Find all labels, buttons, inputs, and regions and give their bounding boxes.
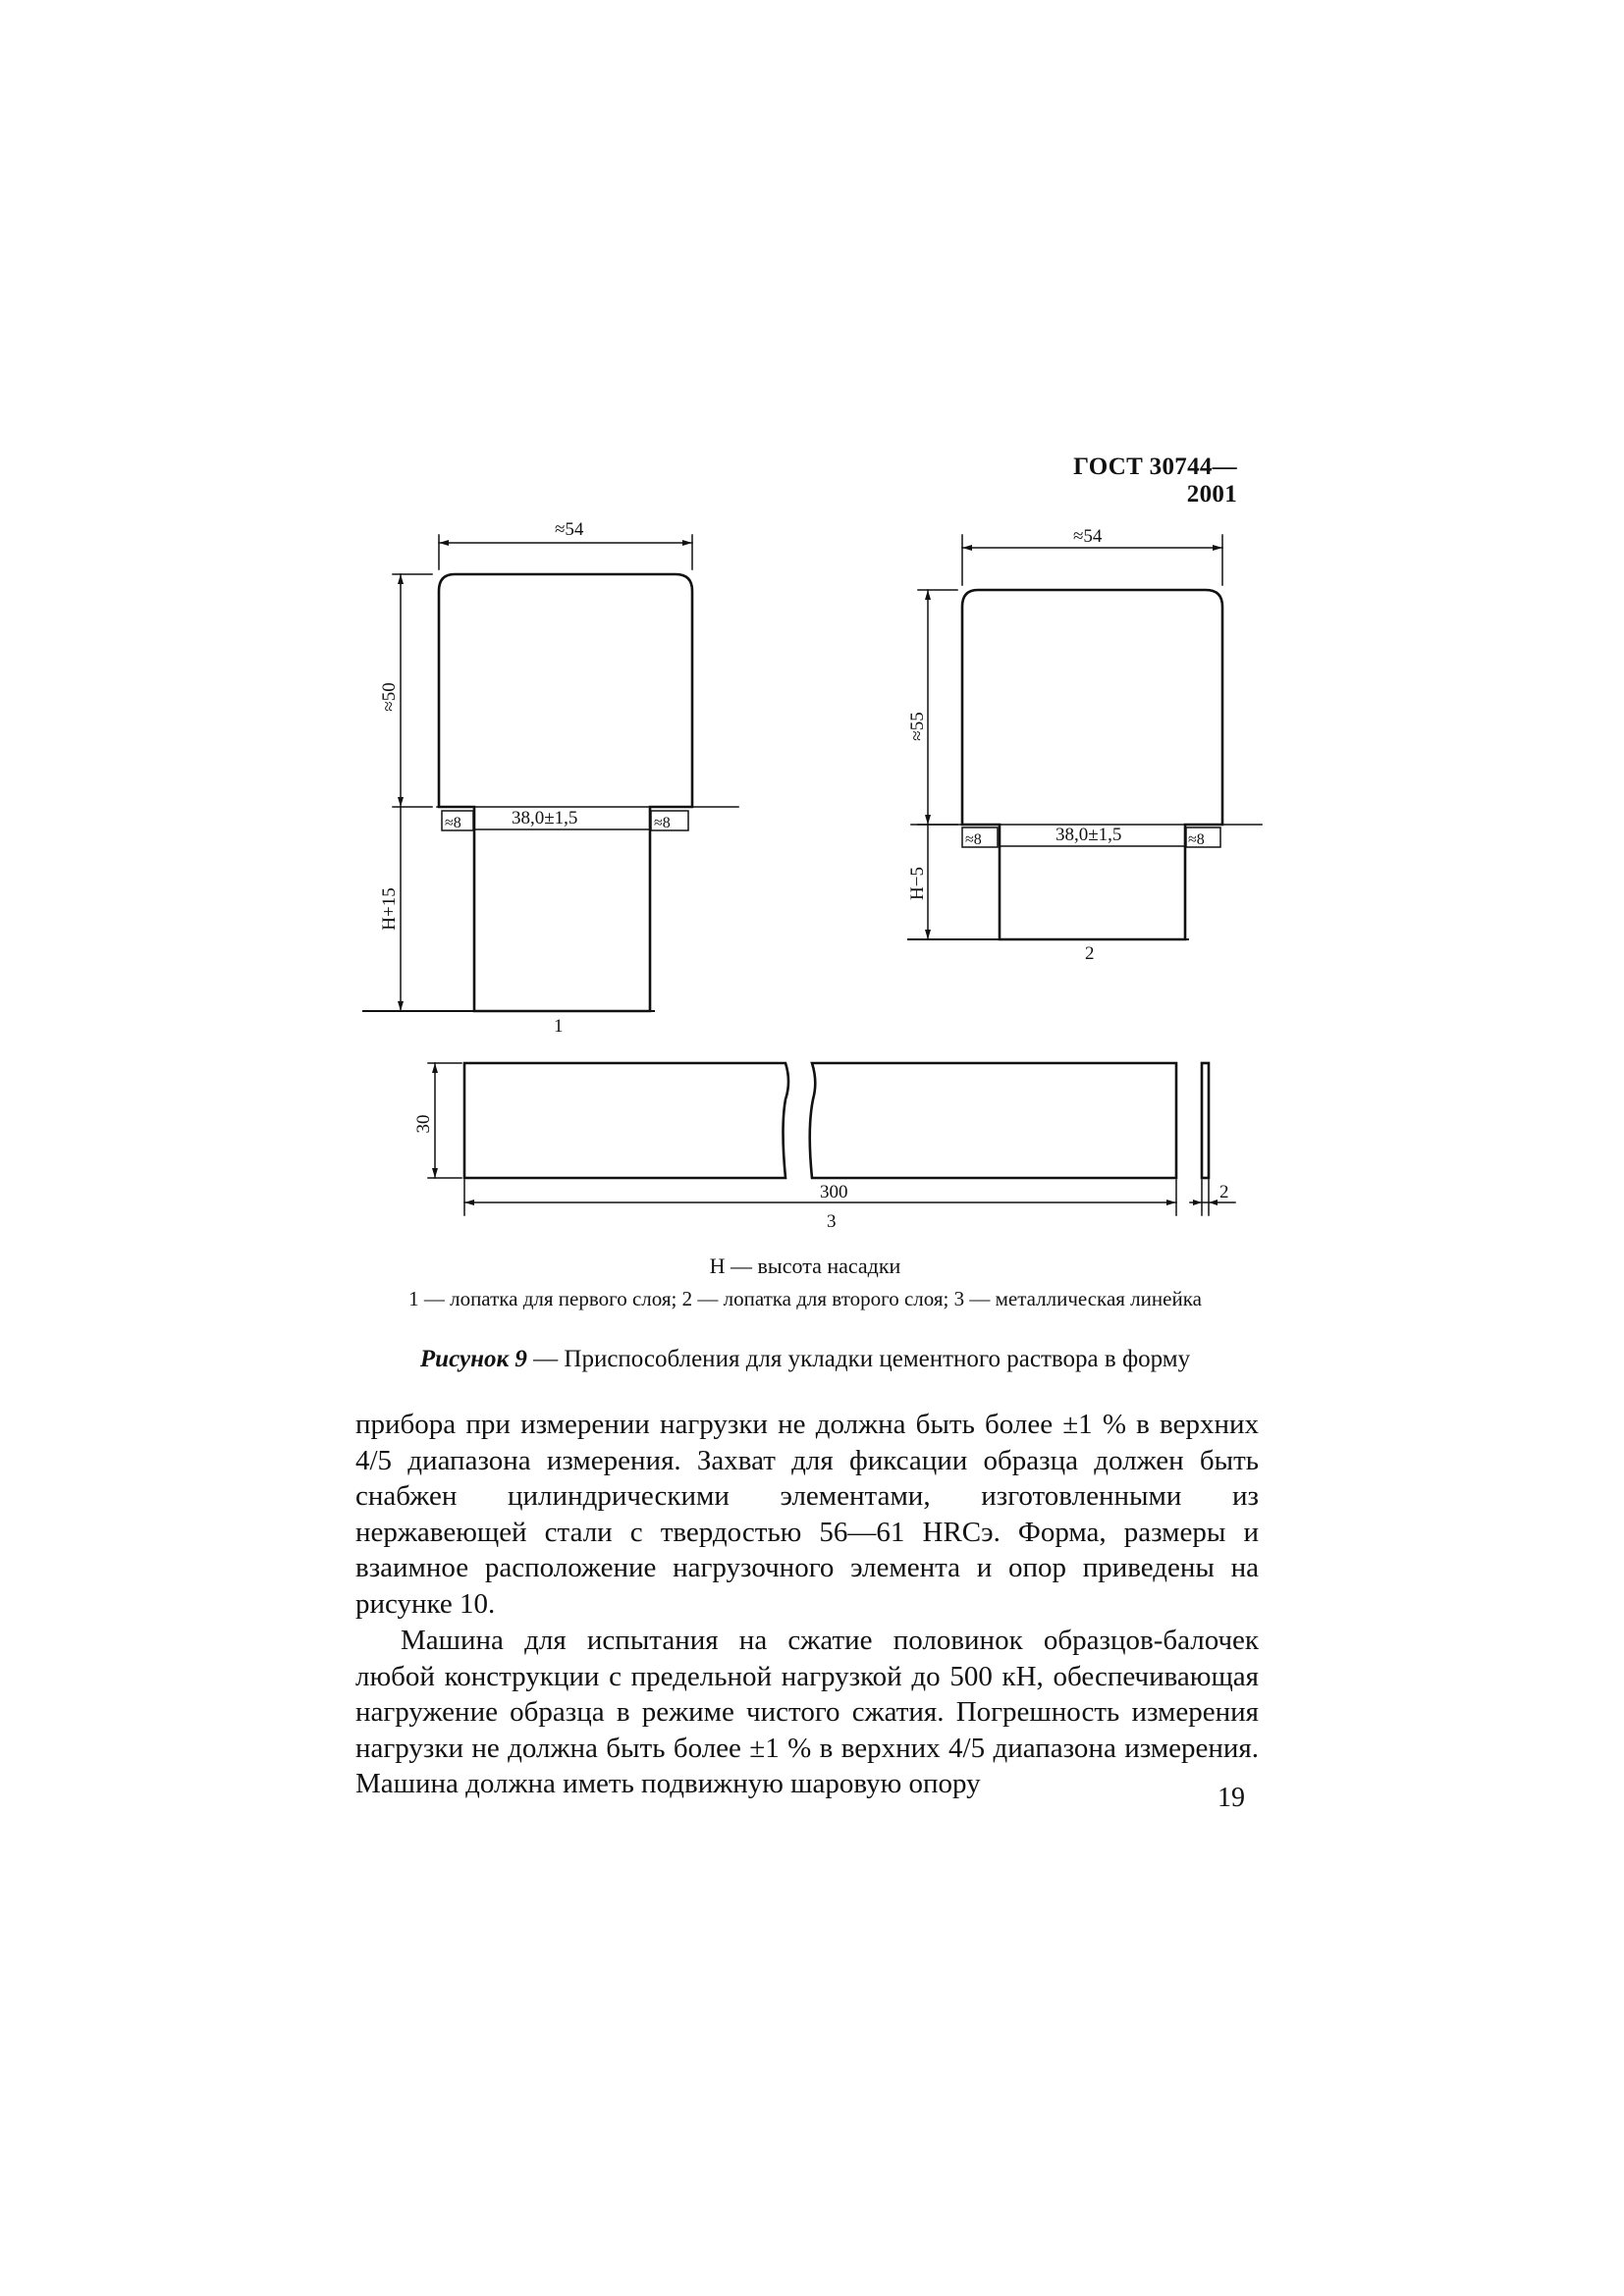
dimension-arrows: [398, 540, 1222, 1205]
tool-2-gap-label: 38,0±1,5: [1056, 825, 1122, 845]
tool-1-shape: [363, 574, 738, 1011]
paragraph-2-text: Машина для испытания на сжатие половинок образцов-балочек любой конструкции с предельной нагрузкой до 500 кН, обеспечивающая нагружение образца в режиме чистого сжатия. Погрешность измерения нагрузки не должна быть более ±1 % в верхних 4/5 диапазона измерения. Машина должна иметь подвижную шаровую опору: [355, 1625, 1259, 1799]
ruler-length-label: 300: [820, 1182, 848, 1202]
tool-1-width-label: ≈54: [555, 519, 584, 540]
page-number: 19: [1218, 1783, 1245, 1813]
tool-1-item-number: 1: [554, 1016, 564, 1037]
tool-1-notch-left-label: ≈8: [445, 815, 461, 831]
tool-1-height-label: ≈50: [379, 682, 400, 712]
document-header: ГОСТ 30744—2001: [1073, 454, 1237, 507]
figure-title: — Приспособления для укладки цементного раствора в форму: [526, 1346, 1191, 1372]
tool-2-notch-right-label: ≈8: [1188, 831, 1205, 848]
tool-1-notch-right-label: ≈8: [654, 815, 671, 831]
figure-caption: [353, 1345, 1257, 1374]
caption-h-note: H — высота насадки: [709, 1254, 901, 1278]
tool-2-height-label: ≈55: [907, 712, 928, 741]
body-paragraph-2: [355, 1623, 1259, 1802]
ruler-thickness-label: 2: [1219, 1182, 1229, 1202]
ruler-height-label: 30: [413, 1114, 434, 1134]
tool-1-depth-label: H+15: [379, 887, 400, 931]
tool-2-depth-label: H−5: [907, 867, 928, 900]
ruler-item-number: 3: [827, 1211, 837, 1232]
tool-2-width-label: ≈54: [1073, 526, 1103, 547]
paragraph-1-text: прибора при измерении нагрузки не должна быть более ±1 % в верхних 4/5 диапазона измерения. Захват для фиксации образца должен быть снабжен цилиндрическими элементами, изготовленными из нержавеющей стали с твердостью 56—61 HRCэ. Форма, размеры и взаимное расположение нагрузочного элемента и опор приведены на рисунке 10.: [355, 1409, 1259, 1620]
body-paragraph-1: [355, 1407, 1259, 1622]
tool-1-gap-label: 38,0±1,5: [512, 808, 578, 828]
tool-2-shape: [908, 590, 1262, 939]
tool-2-item-number: 2: [1085, 943, 1095, 964]
figure-label: Рисунок 9: [419, 1346, 527, 1372]
caption-legend: 1 — лопатка для первого слоя; 2 — лопатка для второго слоя; 3 — металлическая линейка: [408, 1287, 1202, 1310]
ruler-shape: [464, 1063, 1209, 1178]
tool-2-notch-left-label: ≈8: [965, 831, 982, 848]
